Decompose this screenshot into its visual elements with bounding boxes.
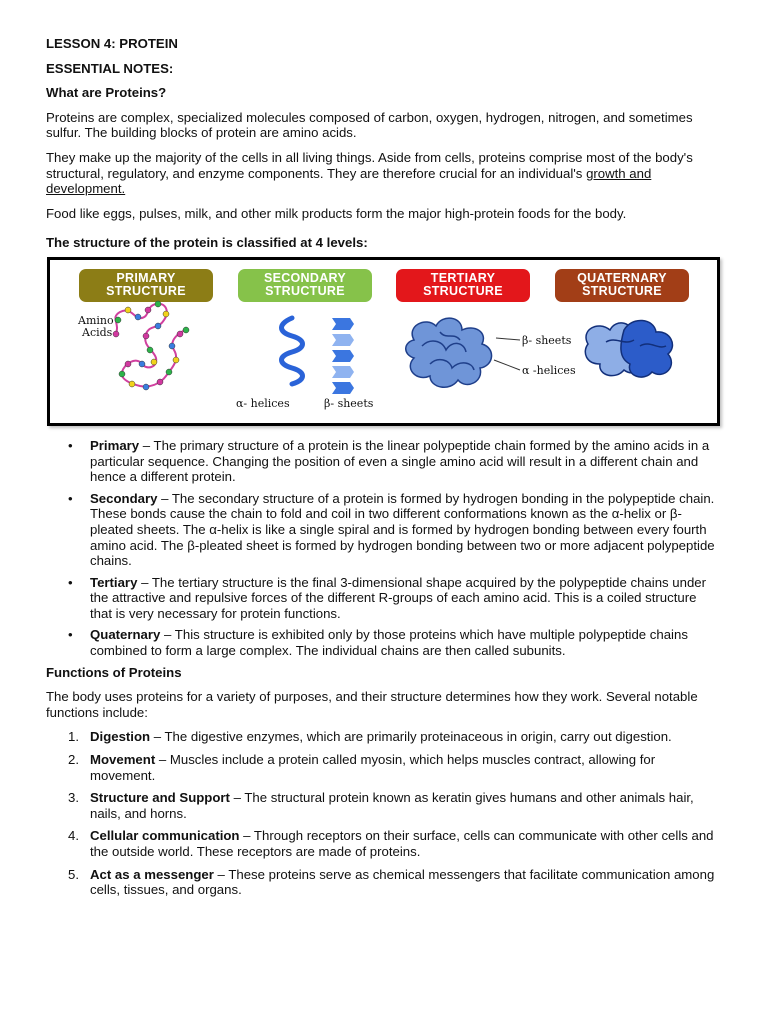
bullet-icon: • (68, 627, 73, 643)
what-heading: What are Proteins? (46, 85, 167, 101)
level-text: – This structure is exhibited only by those proteins which have multiple polypeptide chains combined to form a large complex. The individual chains are then called subunits. (90, 627, 688, 659)
function-term: Cellular communication (90, 828, 240, 844)
alpha-helices-label: α- helices (236, 396, 290, 410)
structure-heading: The structure of the protein is classified at 4 levels: (46, 235, 368, 251)
list-item (46, 438, 722, 485)
function-text: – Through receptors on their surface, cells can communicate with other cells and the outside world. These receptors are made of proteins. (90, 828, 714, 859)
badge-tertiary-line1: TERTIARY (430, 270, 496, 285)
item-number: 5. (68, 866, 79, 882)
list-item (46, 790, 722, 821)
bullet-icon: • (68, 490, 73, 506)
function-text: – These proteins serve as chemical messengers that facilitate communication among cells, tissues, and organs. (90, 866, 715, 898)
level-term: Primary (90, 437, 140, 453)
badge-primary-line1: PRIMARY (116, 270, 176, 285)
list-item (46, 752, 722, 783)
document-page (46, 36, 722, 905)
functions-list (46, 729, 722, 897)
intro-paragraph-3: Food like eggs, pulses, milk, and other milk products form the major high-protein foods for the body. (46, 205, 627, 221)
tertiary-beta-label: β- sheets (522, 333, 572, 347)
badge-quaternary-line1: QUATERNARY (577, 270, 667, 285)
amino-acid-chain-icon (113, 301, 189, 390)
tertiary-beta-pointer (496, 338, 520, 340)
structure-levels-list (46, 438, 722, 659)
list-item (46, 828, 722, 859)
growth-development-text: growth and development. (46, 165, 652, 197)
intro-paragraph-1: Proteins are complex, specialized molecules composed of carbon, oxygen, hydrogen, nitrogen, and sometimes sulfur. The building blocks of protein are amino acids. (46, 109, 693, 141)
tertiary-alpha-pointer (494, 360, 520, 370)
bullet-icon: • (68, 574, 73, 590)
intro-paragraph-2-text: They make up the majority of the cells in all living things. Aside from cells, proteins comprise most of the body's structural, regulatory, and enzyme components. They are therefore crucial for an individual's (46, 149, 693, 181)
level-text: – The secondary structure of a protein is formed by hydrogen bonding in the polypeptide chain. These bonds cause the chain to fold and coil in two different conformations known as the α-helix or β-pleated sheets. The α-helix is like a single spiral and is formed by hydrogen bonding between every fourth amino acid. The β-pleated sheet is formed by hydrogen bonding between two or more adjacent polypeptide chains. (90, 490, 715, 569)
notes-heading: ESSENTIAL NOTES: (46, 60, 174, 76)
functions-intro: The body uses proteins for a variety of purposes, and their structure determines how they work. Several notable functions include: (46, 689, 698, 720)
structure-illustrations (50, 260, 717, 423)
badge-secondary-line2: STRUCTURE (265, 284, 345, 299)
level-term: Tertiary (90, 574, 138, 590)
functions-heading: Functions of Proteins (46, 664, 182, 680)
level-text: – The primary structure of a protein is the linear polypeptide chain formed by the amino acids in a particular sequence. Changing the position of even a single amino acid will result in a different chain and hence a different protein. (90, 437, 710, 485)
intro-paragraph-2 (46, 150, 722, 197)
badge-secondary-line1: SECONDARY (263, 270, 347, 285)
tertiary-alpha-label: α -helices (522, 363, 576, 377)
level-text: – The tertiary structure is the final 3-dimensional shape acquired by the polypeptide chains under the attractive and repulsive forces of the different R-groups of each amino acid. This is a coiled structure that is very necessary for protein functions. (90, 574, 707, 621)
item-number: 4. (68, 828, 79, 844)
list-item (46, 867, 722, 898)
function-text: – The digestive enzymes, which are primarily proteinaceous in origin, carry out digestion. (150, 729, 672, 745)
function-term: Movement (90, 752, 156, 768)
function-term: Digestion (90, 729, 151, 745)
badge-quaternary-line2: STRUCTURE (582, 284, 662, 299)
list-item (46, 627, 722, 658)
bullet-icon: • (68, 437, 73, 453)
alpha-helix-icon (282, 318, 303, 384)
beta-sheets-label: β- sheets (324, 396, 374, 410)
function-term: Structure and Support (90, 790, 230, 806)
list-item (46, 729, 722, 745)
beta-sheet-icon (332, 318, 354, 394)
lesson-title: LESSON 4: PROTEIN (46, 36, 178, 51)
tertiary-fold-icon (406, 318, 492, 387)
quaternary-complex-icon (585, 320, 672, 377)
list-item (46, 575, 722, 622)
function-term: Act as a messenger (90, 866, 214, 882)
protein-structure-figure (47, 257, 720, 426)
function-text: – The structural protein known as keratin gives humans and other animals hair, nails, and horns. (90, 790, 694, 821)
level-term: Secondary (90, 490, 158, 506)
level-term: Quaternary (90, 627, 161, 643)
badge-primary-line2: STRUCTURE (106, 284, 186, 299)
item-number: 3. (68, 790, 79, 806)
amino-label-1: Amino (78, 313, 114, 327)
list-item (46, 491, 722, 569)
amino-label-2: Acids (82, 325, 113, 339)
item-number: 2. (68, 752, 79, 768)
badge-tertiary-line2: STRUCTURE (423, 284, 503, 299)
item-number: 1. (68, 729, 79, 745)
function-text: – Muscles include a protein called myosin, which helps muscles contract, allowing for movement. (90, 752, 656, 783)
